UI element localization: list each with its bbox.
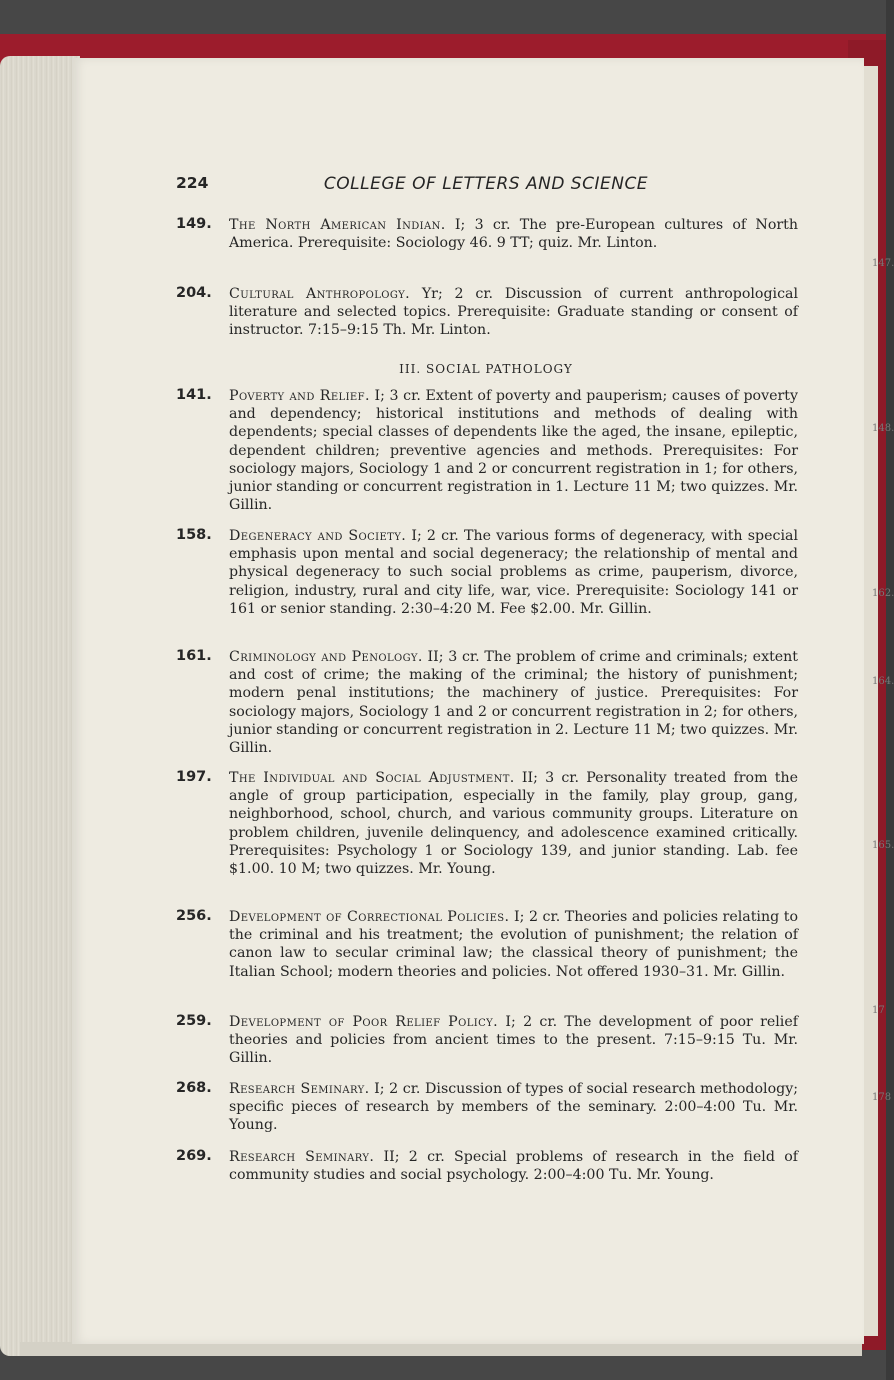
course-description: II; 2 cr. Special problems of research in the field of community studies and social psychology. 2:00–4:00 Tu. Mr. Young. [229, 1149, 798, 1184]
course-description: I; 2 cr. Theories and policies relating to the criminal and his treatment; the evolution of punishment; the relation of canon law to secular criminal law; the classical theory of punishment; the Italian School; modern theories and policies. Not offered 1930–31. Mr. Gillin. [229, 909, 798, 980]
course-description: I; 3 cr. The pre-European cultures of North America. Prerequisite: Sociology 46. 9 TT; quiz. Mr. Linton. [229, 217, 798, 252]
course-title: Degeneracy and Society. [229, 528, 407, 544]
course-entry [176, 1080, 798, 1135]
course-entry [176, 527, 798, 618]
edge-mark: 162. [872, 588, 894, 599]
course-entry [176, 769, 798, 878]
page-header [176, 174, 796, 198]
course-entry [176, 285, 798, 340]
edge-mark: 178 [872, 1092, 892, 1103]
course-entry [176, 1148, 798, 1184]
course-title: The North American Indian. [229, 217, 446, 233]
course-title: Research Seminary. [229, 1149, 375, 1165]
course-description: I; 2 cr. The various forms of degeneracy, with special emphasis upon mental and social degeneracy; the relationship of mental and physical degeneracy to such social problems as crime, pauperism, divorce, religion, industry, rural and city life, war, vice. Prerequisite: Sociology 141 or 161 or senior standing. 2:30–4:20 M. Fee $2.00. Mr. Gillin. [229, 528, 798, 617]
course-number: 197. [176, 769, 212, 785]
course-title: The Individual and Social Adjustment. [229, 770, 515, 786]
edge-mark: 17 [872, 1005, 885, 1016]
course-description: II; 3 cr. Personality treated from the angle of group participation, especially in the family, play group, gang, neighborhood, school, church, and various community groups. Literature on problem children, juvenile delinquency, and adolescence examined critically. Prerequisites: Psychology 1 or Sociology 139, and junior standing. Lab. fee $1.00. 10 M; two quizzes. Mr. Young. [229, 770, 798, 878]
course-entry [176, 908, 798, 981]
course-title: Research Seminary. [229, 1081, 370, 1097]
course-entry [176, 1013, 798, 1068]
section-heading: III. SOCIAL PATHOLOGY [399, 362, 573, 376]
course-title: Development of Correctional Policies. [229, 909, 510, 925]
course-number: 158. [176, 527, 212, 543]
course-entry [176, 648, 798, 757]
course-description: I; 2 cr. Discussion of types of social research methodology; specific pieces of research by members of the seminary. 2:00–4:00 Tu. Mr. Young. [229, 1081, 798, 1134]
course-entry [176, 216, 798, 252]
course-number: 204. [176, 285, 212, 301]
course-title: Cultural Anthropology. [229, 286, 411, 302]
course-number: 161. [176, 648, 212, 664]
course-number: 141. [176, 387, 212, 403]
page-number: 224 [176, 174, 209, 192]
course-description: I; 2 cr. The development of poor relief theories and policies from ancient times to the present. 7:15–9:15 Tu. Mr. Gillin. [229, 1014, 798, 1067]
course-title: Development of Poor Relief Policy. [229, 1014, 499, 1030]
course-title: Poverty and Relief. [229, 388, 370, 404]
course-number: 256. [176, 908, 212, 924]
edge-mark: 148. [872, 423, 894, 434]
running-title: COLLEGE OF LETTERS AND SCIENCE [323, 174, 649, 194]
course-title: Criminology and Penology. [229, 649, 423, 665]
course-number: 259. [176, 1013, 212, 1029]
course-number: 269. [176, 1148, 212, 1164]
course-number: 268. [176, 1080, 212, 1096]
edge-mark: 164. [872, 676, 894, 687]
course-description: II; 3 cr. The problem of crime and criminals; extent and cost of crime; the making of the criminal; the history of punishment; modern penal institutions; the machinery of justice. Prerequisites: For sociology majors, Sociology 1 and 2 or concurrent registration in 2; for others, junior standing or concurrent registration in 2. Lecture 11 M; two quizzes. Mr. Gillin. [229, 649, 799, 757]
course-description: Yr; 2 cr. Discussion of current anthropological literature and selected topics. Prerequisite: Graduate standing or consent of instructor. 7:15–9:15 Th. Mr. Linton. [229, 286, 799, 339]
course-description: I; 3 cr. Extent of poverty and pauperism; causes of poverty and dependency; historical institutions and methods of dealing with dependents; special classes of dependents like the aged, the insane, epileptic, dependent children; preventive agencies and methods. Prerequisites: For sociology majors, Sociology 1 and 2 or concurrent registration in 1; for others, junior standing or concurrent registration in 1. Lecture 11 M; two quizzes. Mr. Gillin. [229, 388, 798, 514]
course-entry [176, 387, 798, 514]
course-number: 149. [176, 216, 212, 232]
edge-mark: 165. [872, 840, 894, 851]
edge-mark: 147. [872, 258, 894, 269]
